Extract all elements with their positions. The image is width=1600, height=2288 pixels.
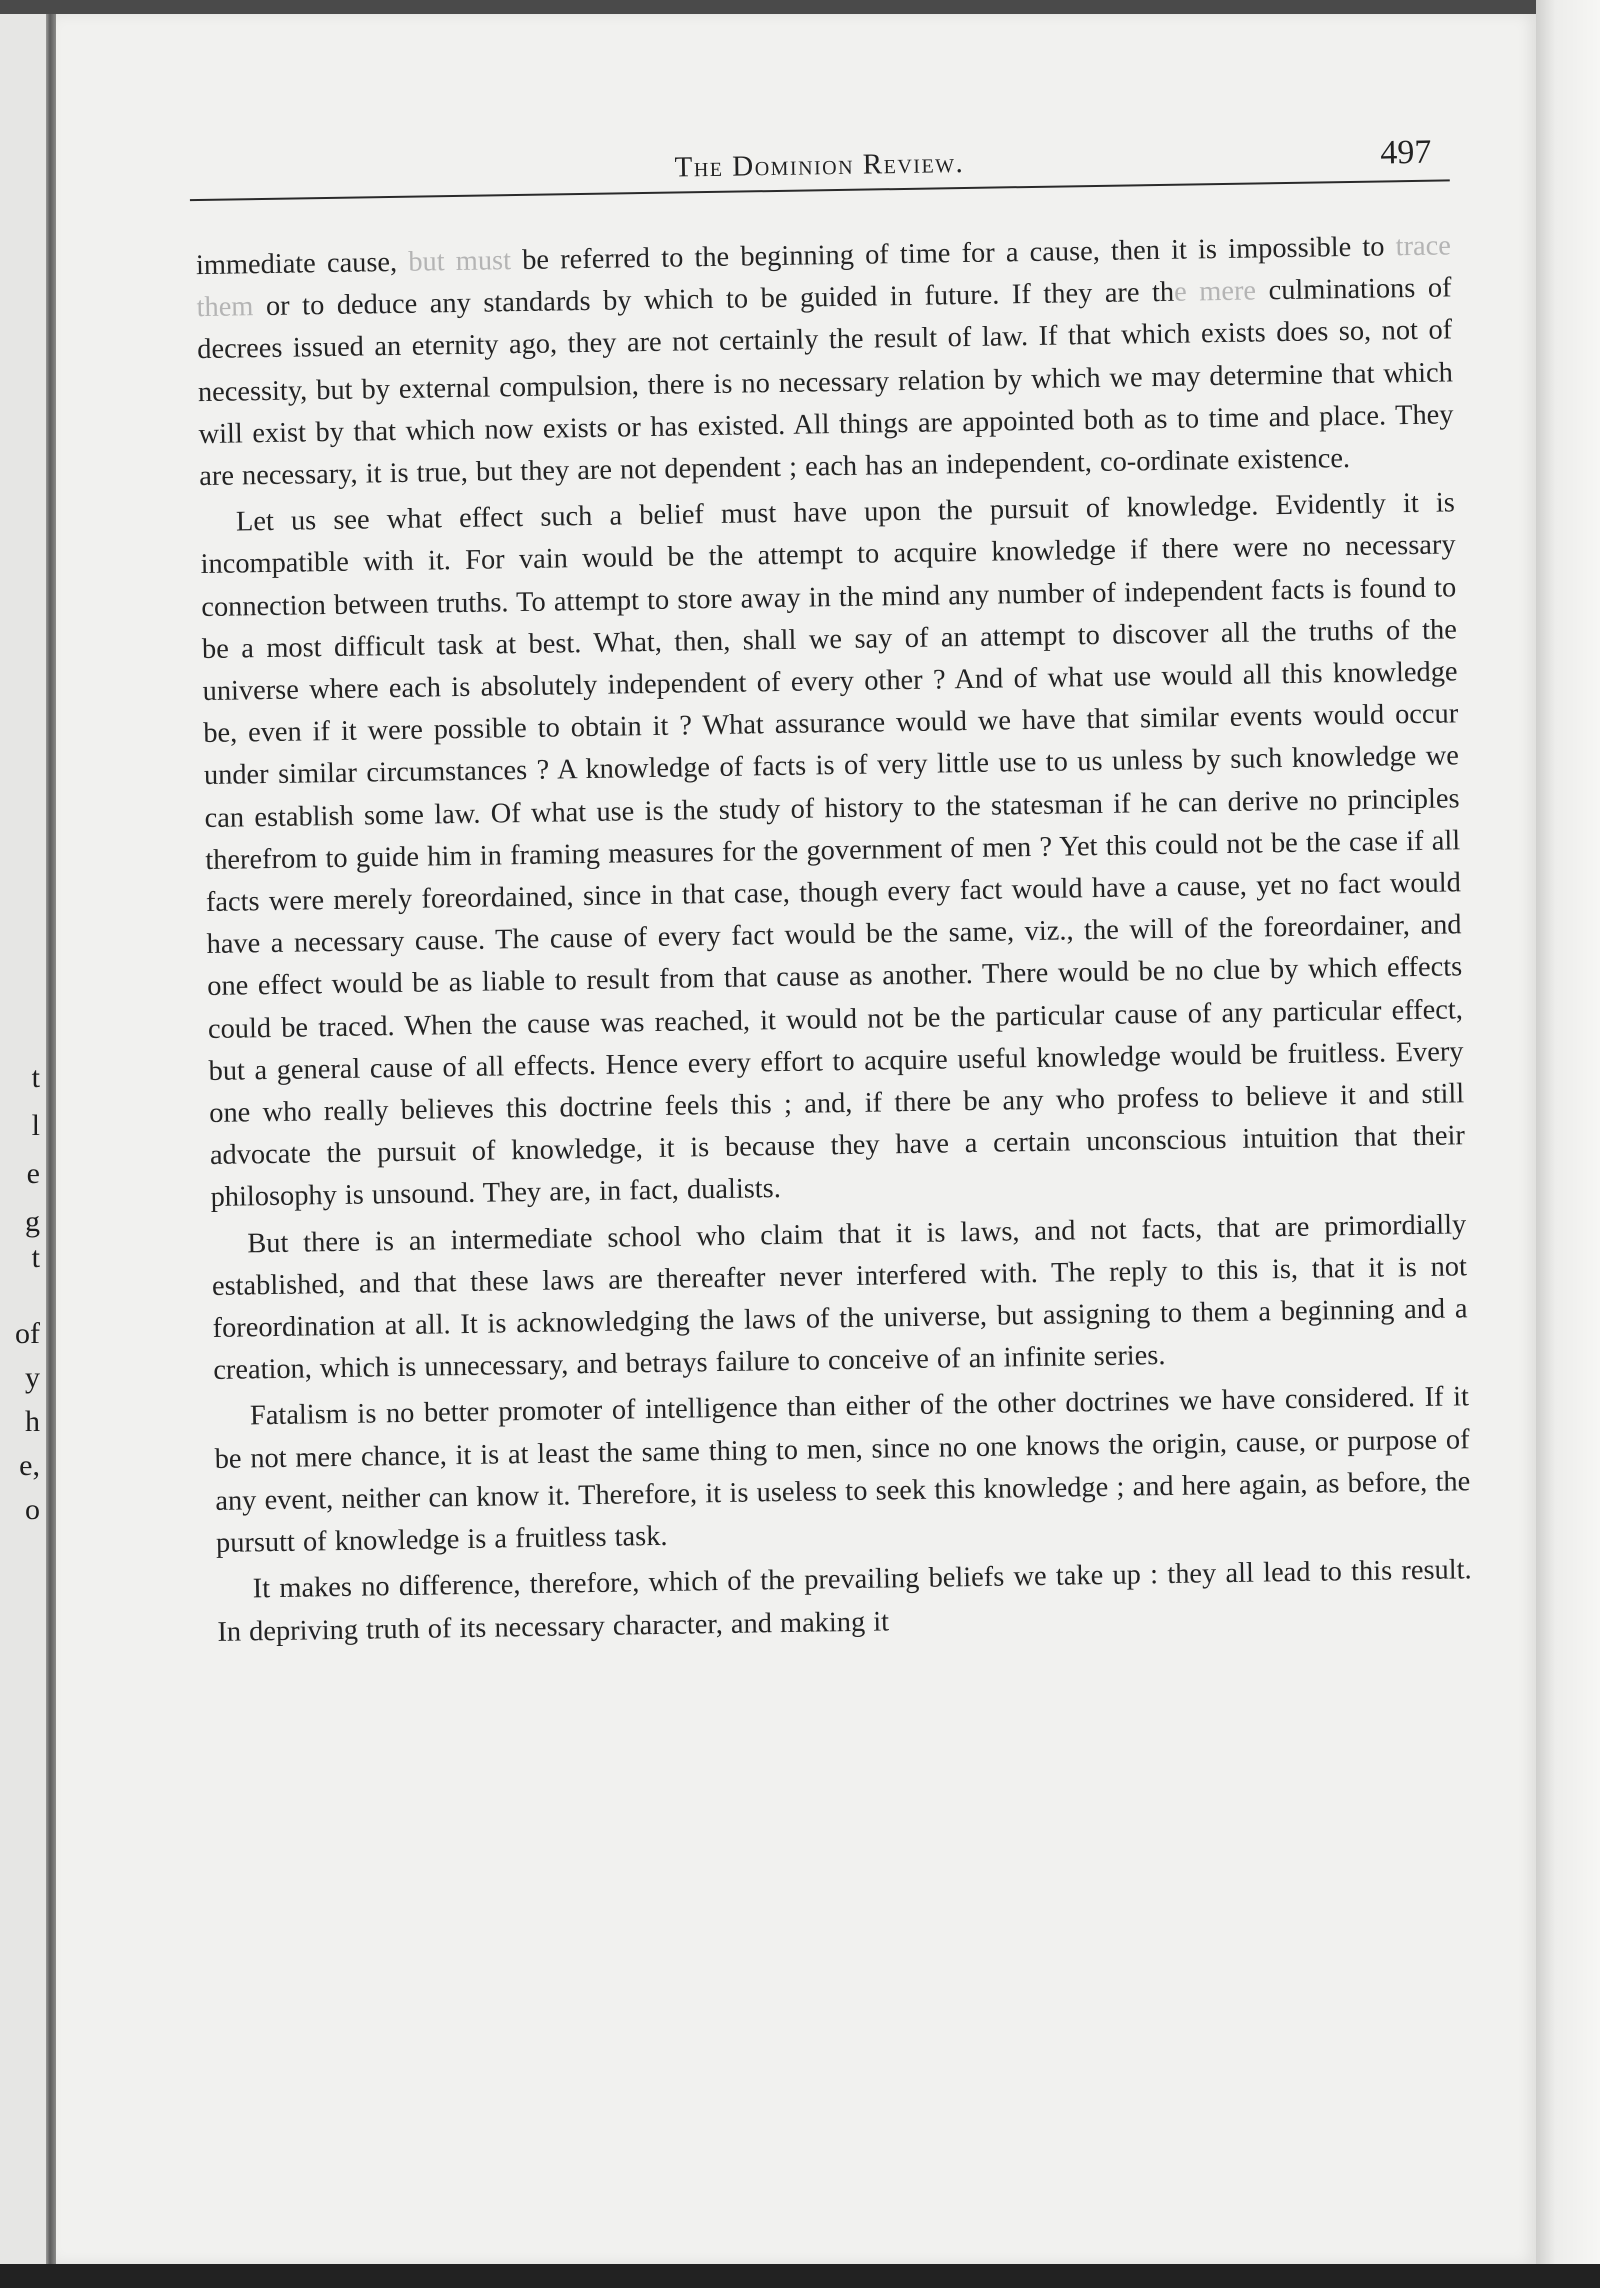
bleed-letter: l	[31, 1109, 40, 1142]
faded-text-run: but must	[408, 245, 512, 278]
bleed-letter: t	[31, 1061, 40, 1094]
page-number: 497	[1380, 133, 1432, 172]
paragraph-1	[196, 225, 1455, 498]
paragraph-5: It makes no difference, therefore, which of the prevailing beliefs we take up : they all lead to this result. In depriving truth of its necessary character, and making it	[217, 1554, 1472, 1648]
journal-title: The Dominion Review.	[674, 147, 965, 184]
book-page	[56, 14, 1536, 2264]
text-run: be referred to the beginning of time for a cause, then it is impossible to	[510, 231, 1396, 277]
running-head	[189, 133, 1450, 201]
paragraph-2: Let us see what effect such a belief must have upon the pursuit of knowledge. Evidently it is incompatible with it. For vain would be the attempt to acquire knowledge if there were no necessary connection between truths. To attempt to store away in the mind any number of independent facts is found to be a most difficult task at best. What, then, shall we say of an attempt to discover all the truths of the universe where each is absolutely independent of every other ? And of what use would all this knowledge be, even if it were possible to obtain it ? What assurance would we have that similar events would occur under similar circumstances ? A knowledge of facts is of very little use to us unless by such knowledge we can establish some law. Of what use is the study of history to the statesman if he can derive no principles therefrom to guide him in framing measures for the government of men ? Yet this could not be the case if all facts were merely foreordained, since in that case, though every fact would have a cause, yet no fact would have a necessary cause. The cause of every fact would be the same, viz., the will of the foreordainer, and one effect would be as liable to result from that cause as another. There would be no clue by which effects could be traced. When the cause was reached, it would not be the particular cause of any particular effect, but a general cause of all effects. Hence every effort to acquire useful knowledge would be fruitless. Every one who really believes this doctrine feels this ; and, if there be any who profess to believe it and still advocate the pursuit of knowledge, it is because they have a certain unconscious intuition that their philosophy is unsound. They are, in fact, dualists.	[200, 487, 1466, 1214]
bleed-letter: g	[25, 1205, 40, 1238]
text-run: culminations of decrees issued an eternity ago, they are not certainly the result of law. If that which exists does so, not of necessity, but by external compulsion, there is no necessary relation by which we may determine that which will exist by that which now exists or has existed. All things are appointed both as to time and place. They are necessary, it is true, but they are not dependent ; each has an independent, co-ordinate existence.	[197, 272, 1454, 493]
bleed-letter: t	[31, 1241, 40, 1274]
bleed-letter: o	[25, 1493, 40, 1526]
bleed-letter: e,	[19, 1449, 40, 1482]
text-run: immediate cause,	[195, 246, 409, 282]
paragraph-4: Fatalism is no better promoter of intelligence than either of the other doctrines we have considered. If it be not mere chance, it is at least the same thing to men, since no one knows the origin, cause, or purpose of any event, neither can know it. Therefore, it is useless to seek this knowledge ; and here again, as before, the pursutt of knowledge is a fruitless task.	[214, 1381, 1471, 1560]
book-gutter	[46, 14, 56, 2264]
text-run: or to deduce any standards by which to be guided in future. If they are th	[253, 276, 1175, 323]
bleed-letter: y	[25, 1361, 40, 1394]
faded-text-run: trace them	[196, 230, 1452, 324]
paragraph-3: But there is an intermediate school who claim that it is laws, and not facts, that are primordially established, and that these laws are thereafter never interfered with. The reply to this is, that it is not foreordination at all. It is acknowledging the laws of the universe, but assigning to them a beginning and a creation, which is unnecessary, and betrays failure to conceive of an infinite series.	[211, 1208, 1468, 1387]
bleed-letter: e	[26, 1157, 40, 1190]
bleed-letter: h	[25, 1405, 40, 1438]
scan-bottom-border	[0, 2264, 1600, 2288]
body-text	[196, 225, 1473, 1653]
facing-page-edge	[0, 14, 50, 2264]
bleed-letter: of	[15, 1317, 40, 1350]
faded-text-run: e mere	[1173, 275, 1257, 308]
page-fore-edge	[1536, 0, 1600, 2288]
